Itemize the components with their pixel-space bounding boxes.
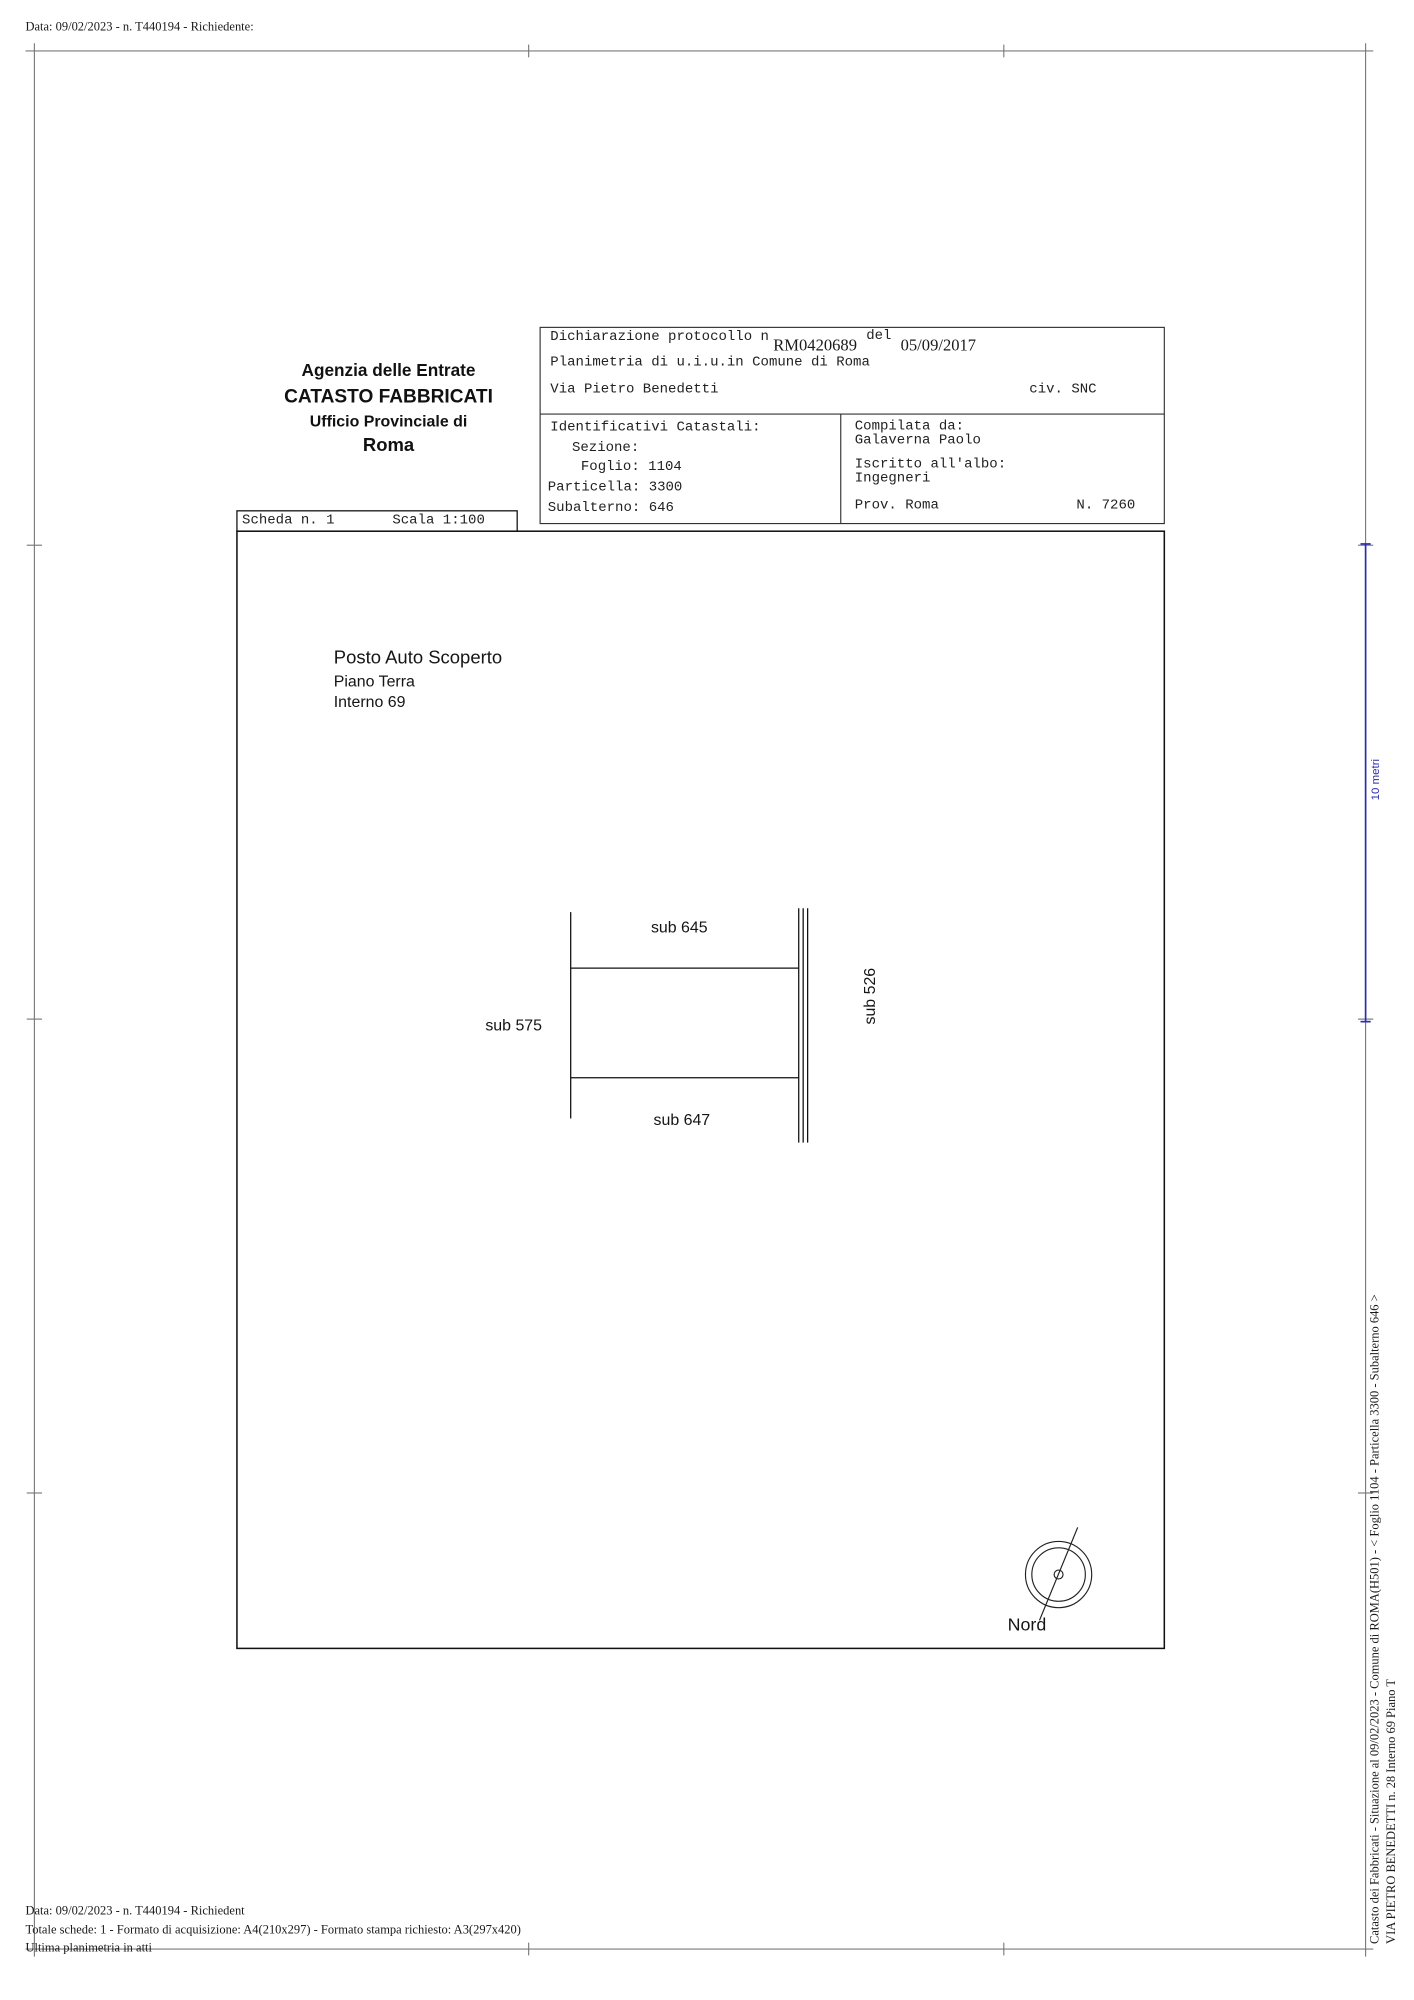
protocol-number: RM0420689 xyxy=(773,335,857,355)
register-province: Prov. Roma xyxy=(854,498,939,514)
register-label: Iscritto all'albo: xyxy=(854,457,1007,473)
particella-field xyxy=(548,480,683,495)
footer-format-info: Totale schede: 1 - Formato di acquisizione: A4(210x297) - Formato stampa richiesto: A3(297x420) xyxy=(25,1923,521,1938)
unit-interior: Interno 69 xyxy=(333,692,406,711)
north-arrow xyxy=(1025,1527,1091,1620)
floor-plan xyxy=(571,908,808,1142)
side-note-situation: Catasto dei Fabbricati - Situazione al 09/02/2023 - Comune di ROMA(H501) - < Foglio 1104 - Particella 3300 - Subalterno 646 > xyxy=(1368,1294,1383,1944)
sezione-label: Sezione: xyxy=(571,440,640,457)
footer-request: Data: 09/02/2023 - n. T440194 - Richiedent xyxy=(25,1904,245,1919)
adjacent-unit-label: sub 645 xyxy=(650,918,708,937)
footer-last-planimetry: Ultima planimetria in atti xyxy=(25,1941,152,1956)
registry-title: CATASTO FABBRICATI xyxy=(284,385,493,408)
compiler-name: Galaverna Paolo xyxy=(854,433,981,449)
protocol-label: Dichiarazione protocollo n xyxy=(550,329,769,346)
protocol-date-label: del xyxy=(866,328,892,344)
drawing-scale: Scala 1:100 xyxy=(392,513,485,529)
scheda-number: Scheda n. 1 xyxy=(242,513,335,529)
adjacent-unit-label: sub 526 xyxy=(861,967,879,1025)
north-label: Nord xyxy=(1007,1614,1047,1635)
subalterno-label: Subalterno: xyxy=(547,500,641,516)
subalterno-field xyxy=(548,501,674,516)
request-header: Data: 09/02/2023 - n. T440194 - Richiedente: xyxy=(25,20,254,35)
office-label: Ufficio Provinciale di xyxy=(309,412,468,431)
foglio-label: Foglio: xyxy=(580,459,640,476)
side-note-address: VIA PIETRO BENEDETTI n. 28 Interno 69 Piano T xyxy=(1384,1678,1399,1944)
agency-name: Agenzia delle Entrate xyxy=(301,360,476,380)
identifiers-title: Identificativi Catastali: xyxy=(550,420,761,436)
protocol-date: 05/09/2017 xyxy=(900,335,977,355)
scale-bar-label: 10 metri xyxy=(1368,758,1382,801)
particella-label: Particella: xyxy=(547,480,641,496)
planimetry-line: Planimetria di u.i.u.in Comune di Roma xyxy=(550,355,870,371)
office-city: Roma xyxy=(362,435,415,457)
unit-title: Posto Auto Scoperto xyxy=(333,648,503,669)
foglio-value: 1104 xyxy=(648,459,682,476)
civic-number: civ. SNC xyxy=(1029,382,1097,398)
particella-value: 3300 xyxy=(648,480,683,496)
adjacent-unit-label: sub 647 xyxy=(653,1110,711,1129)
unit-floor: Piano Terra xyxy=(333,672,415,691)
register-value: Ingegneri xyxy=(854,471,931,487)
foglio-field xyxy=(581,460,682,475)
adjacent-unit-label: sub 575 xyxy=(485,1016,543,1035)
address: Via Pietro Benedetti xyxy=(550,382,719,398)
register-number: N. 7260 xyxy=(1076,498,1136,514)
subalterno-value: 646 xyxy=(648,500,674,516)
compiler-label: Compilata da: xyxy=(854,419,965,435)
